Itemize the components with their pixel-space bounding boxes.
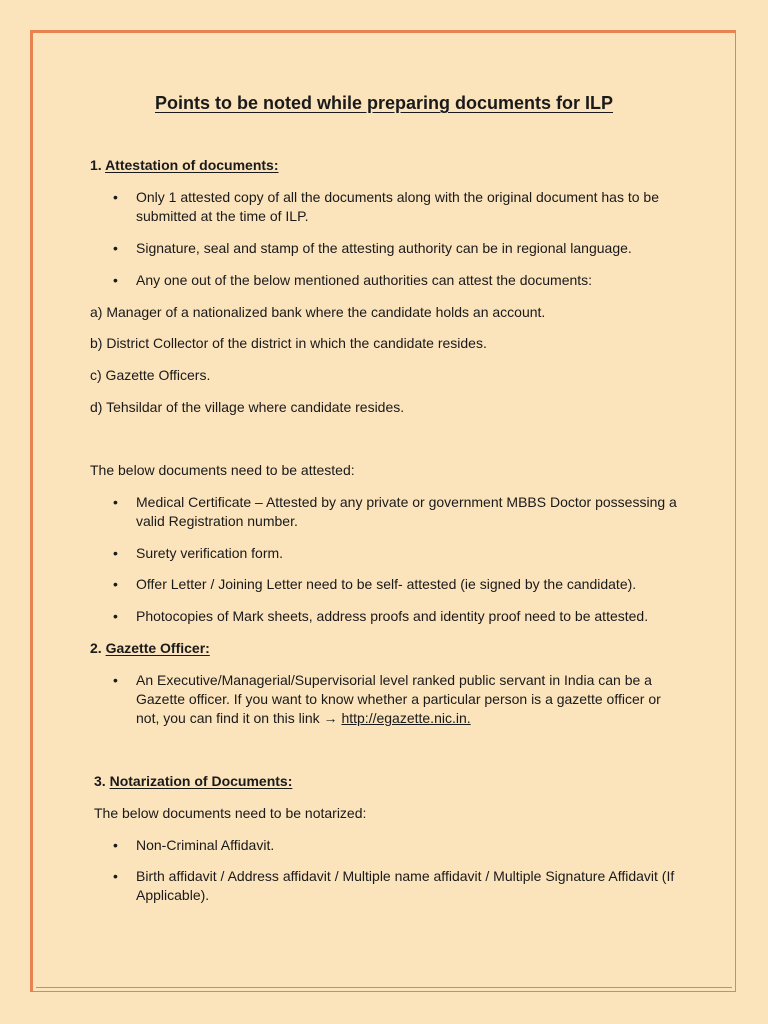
bullet-marker: • [113, 189, 118, 205]
list-item: Only 1 attested copy of all the documents along with the original document has to be [136, 189, 659, 205]
bullet-marker: • [113, 608, 118, 624]
notarize-intro: The below documents need to be notarized: [94, 805, 367, 821]
list-item-continuation: Gazette officer. If you want to know whether a particular person is a gazette officer or [136, 691, 661, 707]
section-1-title: Attestation of documents: [105, 157, 279, 173]
bullet-marker: • [113, 545, 118, 561]
section-1-heading [90, 156, 279, 175]
list-item-continuation: valid Registration number. [136, 513, 298, 529]
bullet-marker: • [113, 494, 118, 510]
list-item: Signature, seal and stamp of the attesting authority can be in regional language. [136, 240, 632, 256]
link-prefix: not, you can find it on this link → [136, 710, 338, 726]
bullet-marker: • [113, 272, 118, 288]
list-item: Any one out of the below mentioned authorities can attest the documents: [136, 272, 593, 288]
authority-item: c) Gazette Officers. [90, 367, 211, 383]
section-3-title: Notarization of Documents: [109, 773, 293, 789]
list-item: An Executive/Managerial/Supervisorial level ranked public servant in India can be a [136, 672, 652, 688]
bullet-marker: • [113, 868, 118, 884]
list-item: Surety verification form. [136, 545, 284, 561]
list-item-continuation: submitted at the time of ILP. [136, 208, 309, 224]
list-item-continuation: Applicable). [136, 887, 210, 903]
section-2-heading [90, 639, 210, 658]
egazette-link[interactable]: http://egazette.nic.in. [341, 710, 471, 726]
bullet-marker: • [113, 672, 118, 688]
section-2-number: 2. [90, 640, 102, 656]
section-3-number: 3. [94, 773, 106, 789]
section-3-heading [94, 772, 292, 791]
bullet-marker: • [113, 837, 118, 853]
authority-item: d) Tehsildar of the village where candidate resides. [90, 399, 405, 415]
bullet-marker: • [113, 576, 118, 592]
list-item: Birth affidavit / Address affidavit / Multiple name affidavit / Multiple Signature Affidavit (If [136, 868, 675, 884]
section-2-title: Gazette Officer: [105, 640, 210, 656]
attest-intro: The below documents need to be attested: [90, 462, 355, 478]
list-item: Non-Criminal Affidavit. [136, 837, 275, 853]
page-title: Points to be noted while preparing documents for ILP [154, 93, 614, 113]
list-item: Offer Letter / Joining Letter need to be self- attested (ie signed by the candidate). [136, 576, 637, 592]
section-1-number: 1. [90, 157, 102, 173]
authority-item: a) Manager of a nationalized bank where the candidate holds an account. [90, 304, 546, 320]
list-item-continuation [136, 709, 696, 728]
bullet-marker: • [113, 240, 118, 256]
list-item: Photocopies of Mark sheets, address proofs and identity proof need to be attested. [136, 608, 649, 624]
authority-item: b) District Collector of the district in which the candidate resides. [90, 335, 487, 351]
list-item: Medical Certificate – Attested by any private or government MBBS Doctor possessing a [136, 494, 677, 510]
